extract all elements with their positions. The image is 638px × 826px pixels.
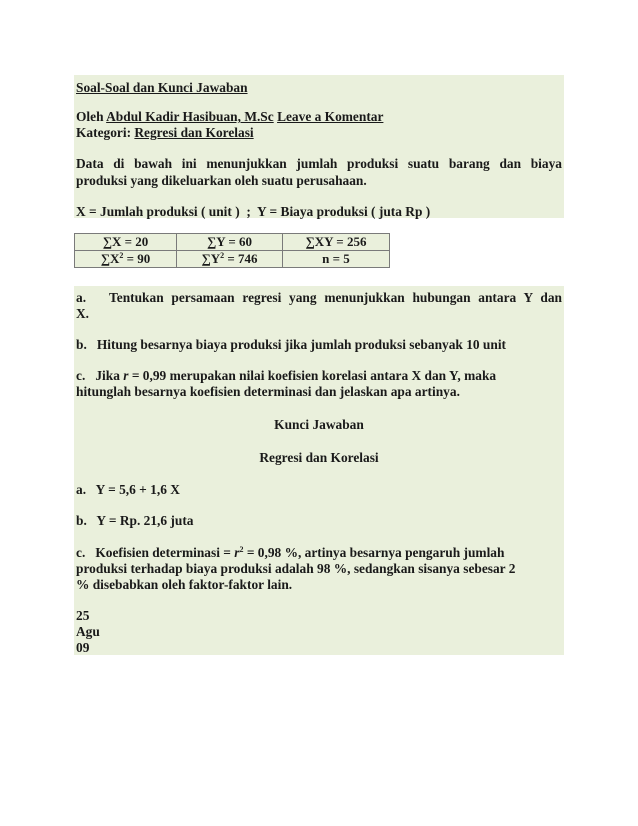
answer-c-line-1: c. Koefisien determinasi = $r^2 = 0,98$ %, artinya besarnya pengaruh jumlah bbox=[76, 545, 505, 560]
answer-b: b. Y = Rp. 21,6 juta bbox=[76, 513, 194, 528]
n-cell: n = 5 bbox=[283, 251, 390, 268]
comment-link[interactable]: Leave a Komentar bbox=[277, 109, 384, 124]
table-row bbox=[75, 251, 390, 268]
category-prefix: Kategori: bbox=[76, 125, 135, 140]
question-a-line-1: a. Tentukan persamaan regresi yang menunjukkan hubungan antara Y dan bbox=[76, 290, 562, 305]
sum-x2-cell: $\sum X^2 = 90$ bbox=[75, 251, 177, 268]
question-c-line-2: hitunglah besarnya koefisien determinasi dan jelaskan apa artinya. bbox=[76, 384, 460, 399]
by-prefix: Oleh bbox=[76, 109, 107, 124]
sum-xy-cell: ∑XY = 256 bbox=[283, 234, 390, 251]
post-title: Soal-Soal dan Kunci Jawaban bbox=[76, 80, 248, 95]
answer-c-line-2: produksi terhadap biaya produksi adalah 98 %, sedangkan sisanya sebesar 2 bbox=[76, 561, 516, 576]
date-month: Agu bbox=[76, 624, 100, 639]
answer-a: a. Y = 5,6 + 1,6 X bbox=[76, 482, 180, 497]
answers-heading: Kunci Jawaban bbox=[274, 417, 364, 432]
answers-subheading: Regresi dan Korelasi bbox=[259, 450, 379, 465]
intro-line-2: produksi yang dikeluarkan oleh suatu perusahaan. bbox=[76, 173, 367, 188]
sums-table bbox=[74, 233, 390, 268]
author-link[interactable]: Abdul Kadir Hasibuan, M.Sc bbox=[106, 109, 274, 124]
band-header bbox=[74, 75, 564, 218]
date-day: 25 bbox=[76, 608, 90, 623]
question-a-line-2: X. bbox=[76, 306, 90, 321]
date-year: 09 bbox=[76, 640, 90, 655]
byline bbox=[76, 109, 562, 125]
sum-x-cell: ∑X = 20 bbox=[75, 234, 177, 251]
category-link[interactable]: Regresi dan Korelasi bbox=[134, 125, 254, 140]
question-c-line-1: c. Jika r = 0,99 merupakan nilai koefisien korelasi antara X dan Y, maka bbox=[76, 368, 497, 383]
sum-y-cell: ∑Y = 60 bbox=[177, 234, 283, 251]
definition-line: X = Jumlah produksi ( unit ) ; Y = Biaya produksi ( juta Rp ) bbox=[76, 204, 431, 219]
answer-c-line-3: % disebabkan oleh faktor-faktor lain. bbox=[76, 577, 293, 592]
question-b: b. Hitung besarnya biaya produksi jika jumlah produksi sebanyak 10 unit bbox=[76, 337, 507, 352]
table-row bbox=[75, 234, 390, 251]
sum-y2-cell: $\sum Y^2 = 746$ bbox=[177, 251, 283, 268]
intro-line-1: Data di bawah ini menunjukkan jumlah produksi suatu barang dan biaya bbox=[76, 156, 562, 171]
category-line bbox=[76, 125, 562, 141]
